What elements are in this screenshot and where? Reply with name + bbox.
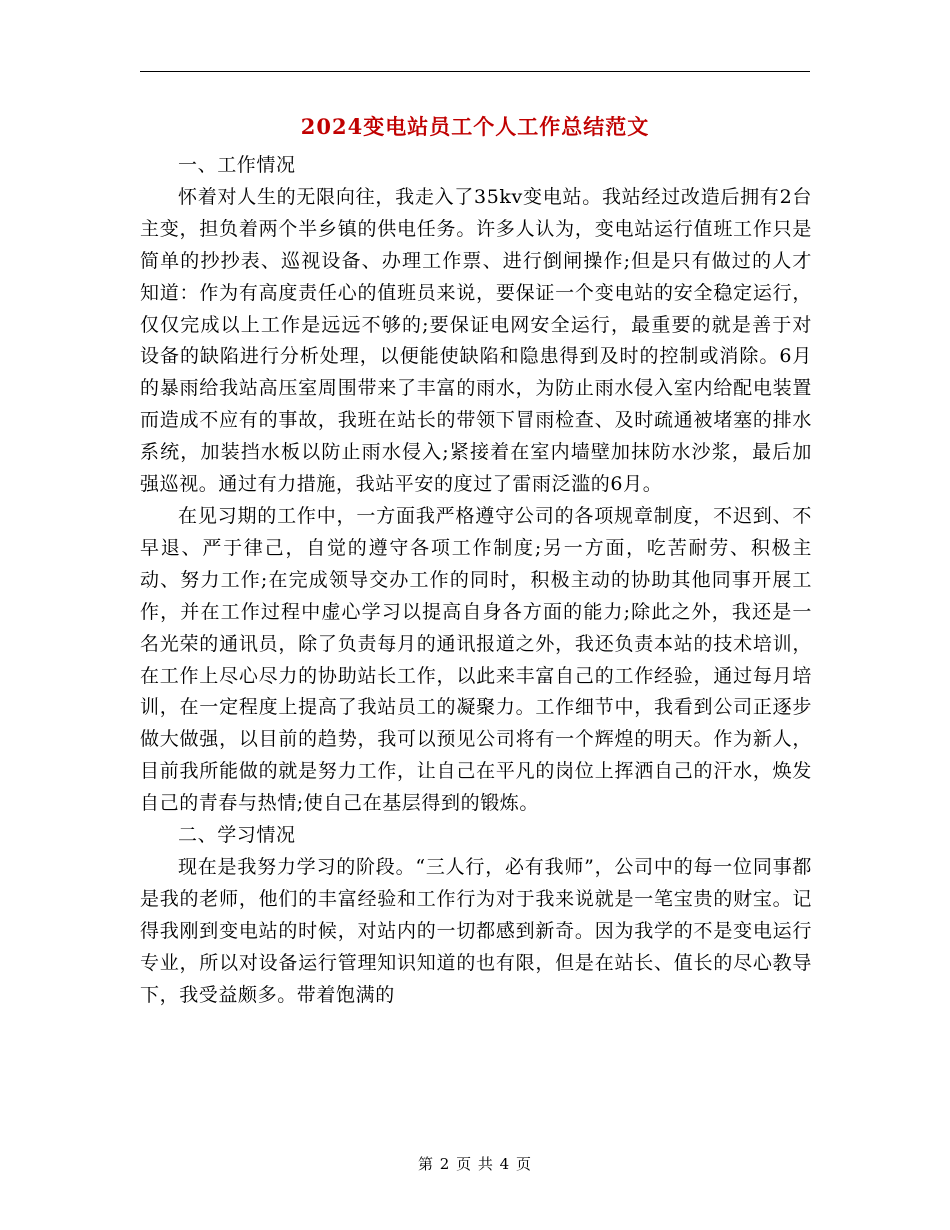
header-rule [140,71,810,72]
paragraph-work-2: 在见习期的工作中，一方面我严格遵守公司的各项规章制度，不迟到、不早退、严于律己，自觉的遵守各项工作制度;另一方面，吃苦耐劳、积极主动、努力工作;在完成领导交办工作的同时，积极主动的协助其他同事开展工作，并在工作过程中虚心学习以提高自身各方面的能力;除此之外，我还是一名光荣的通讯员，除了负责每月的通讯报道之外，我还负责本站的技术培训，在工作上尽心尽力的协助站长工作，以此来丰富自己的工作经验，通过每月培训，在一定程度上提高了我站员工的凝聚力。工作细节中，我看到公司正逐步做大做强，以目前的趋势，我可以预见公司将有一个辉煌的明天。作为新人，目前我所能做的就是努力工作，让自己在平凡的岗位上挥洒自己的汗水，焕发自己的青春与热情;使自己在基层得到的锻炼。 [140,504,812,815]
page-number-footer: 第 2 页 共 4 页 [418,1155,532,1173]
paragraph-work-1: 怀着对人生的无限向往，我走入了35kv变电站。我站经过改造后拥有2台主变，担负着两个半乡镇的供电任务。许多人认为，变电站运行值班工作只是简单的抄抄表、巡视设备、办理工作票、进行倒闸操作;但是只有做过的人才知道：作为有高度责任心的值班员来说，要保证一个变电站的安全稳定运行，仅仅完成以上工作是远远不够的;要保证电网安全运行，最重要的就是善于对设备的缺陷进行分析处理，以便能使缺陷和隐患得到及时的控制或消除。6月的暴雨给我站高压室周围带来了丰富的雨水，为防止雨水侵入室内给配电装置而造成不应有的事故，我班在站长的带领下冒雨检查、及时疏通被堵塞的排水系统，加装挡水板以防止雨水侵入;紧接着在室内墙壁加抹防水沙浆，最后加强巡视。通过有力措施，我站平安的度过了雷雨泛滥的6月。 [140,185,812,496]
paragraph-study-1: 现在是我努力学习的阶段。“三人行，必有我师”，公司中的每一位同事都是我的老师，他们的丰富经验和工作行为对于我来说就是一笔宝贵的财宝。记得我刚到变电站的时候，对站内的一切都感到新奇。因为我学的不是变电运行专业，所以对设备运行管理知识知道的也有限，但是在站长、值长的尽心教导下，我受益颇多。带着饱满的 [140,855,812,1006]
document-title: 2024变电站员工个人工作总结范文 [300,114,650,139]
section-heading-work: 一、工作情况 [178,154,296,176]
document-body [140,150,812,1011]
section-heading-study: 二、学习情况 [178,824,296,847]
